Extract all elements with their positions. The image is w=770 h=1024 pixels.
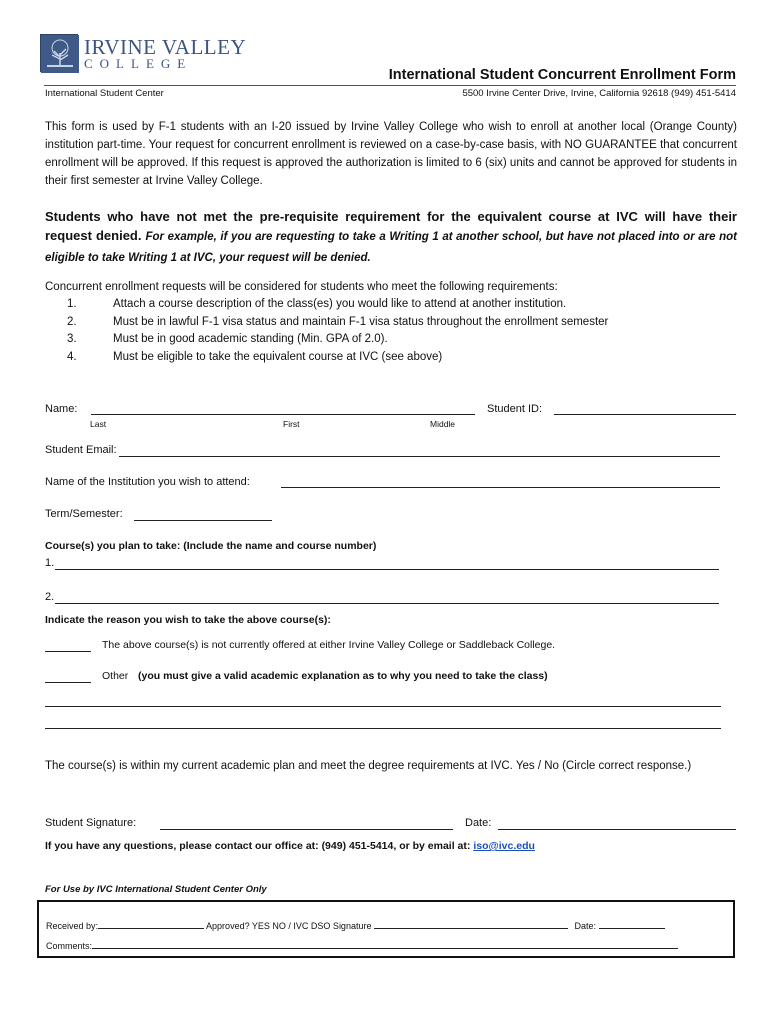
list-number: 4. xyxy=(67,350,77,363)
list-item xyxy=(45,331,737,349)
office-use-title: For Use by IVC International Student Center Only xyxy=(45,884,267,895)
email-field[interactable] xyxy=(119,456,720,457)
office-use-box xyxy=(37,900,735,958)
department-name: International Student Center xyxy=(45,88,164,99)
term-field[interactable] xyxy=(134,520,272,521)
institution-field[interactable] xyxy=(281,487,720,488)
course-2-number: 2. xyxy=(45,591,55,603)
email-label: Student Email: xyxy=(45,444,117,456)
last-name-caption: Last xyxy=(90,419,107,429)
received-by-field[interactable] xyxy=(98,920,204,929)
list-number: 2. xyxy=(67,315,77,328)
list-item xyxy=(45,314,737,332)
prereq-example-text: For example, if you are requesting to take a Writing 1 at another school, but have not placed into or are not eligible to take Writing 1 at IVC, your request will be denied. xyxy=(45,231,737,264)
signature-label: Student Signature: xyxy=(45,817,137,829)
logo-name: IRVINE VALLEY xyxy=(84,35,247,59)
date-label: Date: xyxy=(465,817,492,829)
reason-explanation-line-2[interactable] xyxy=(45,728,721,729)
name-field[interactable] xyxy=(91,414,475,415)
list-item xyxy=(45,296,737,314)
courses-label: Course(s) you plan to take: (Include the name and course number) xyxy=(45,540,377,552)
course-2-field[interactable] xyxy=(55,603,719,604)
list-number: 1. xyxy=(67,298,77,310)
reason-explanation-line-1[interactable] xyxy=(45,706,721,707)
comments-label: Comments: xyxy=(46,941,93,951)
date-field[interactable] xyxy=(498,829,736,830)
college-logo xyxy=(40,34,247,76)
middle-name-caption: Middle xyxy=(430,419,456,429)
academic-plan-statement: The course(s) is within my current academic plan and meet the degree requirements at IVC. Yes / No (Circle correct response.) xyxy=(45,760,692,772)
reason-other-label: Other xyxy=(102,670,129,682)
contact-text: If you have any questions, please contact our office at: (949) 451-5414, or by email at: xyxy=(45,840,471,852)
received-by-label: Received by: xyxy=(46,921,99,931)
office-row-comments xyxy=(46,940,678,951)
list-text: Must be in lawful F-1 visa status and maintain F-1 visa status throughout the enrollment semester xyxy=(113,315,609,328)
contact-info xyxy=(45,840,535,852)
requirements-list xyxy=(45,296,737,366)
intro-paragraph: This form is used by F-1 students with an I-20 issued by Irvine Valley College who wish to enroll at another local (Orange County) institution part-time. Your request for concurrent enrollment is reviewed on a case-by-case basis, with NO GUARANTEE that concurrent enrollment will be approved. If this request is approved the authorization is limited to 6 (six) units and cannot be approved for students in their first semester at Irvine Valley College. xyxy=(45,121,737,187)
reason-other-check[interactable] xyxy=(45,682,91,683)
logo-college: COLLEGE xyxy=(84,56,193,71)
dso-signature-field[interactable] xyxy=(374,920,568,929)
requirements-intro: Concurrent enrollment requests will be considered for students who meet the following requirements: xyxy=(45,281,558,293)
first-name-caption: First xyxy=(283,419,300,429)
term-label: Term/Semester: xyxy=(45,508,123,520)
institution-label: Name of the Institution you wish to attend: xyxy=(45,476,250,488)
office-row-approval xyxy=(46,920,665,931)
course-1-field[interactable] xyxy=(55,569,719,570)
prereq-paragraph xyxy=(45,207,737,268)
name-label: Name: xyxy=(45,403,78,415)
office-date-field[interactable] xyxy=(599,920,665,929)
course-1-number: 1. xyxy=(45,557,55,569)
list-item xyxy=(45,349,737,367)
student-id-field[interactable] xyxy=(554,414,736,415)
office-address: 5500 Irvine Center Drive, Irvine, California 92618 (949) 451-5414 xyxy=(462,88,736,99)
signature-field[interactable] xyxy=(160,829,453,830)
prereq-bold-text: Students who have not met the pre-requisite requirement for the equivalent course at IVC will have their request denied. xyxy=(45,209,737,243)
list-number: 3. xyxy=(67,333,77,345)
comments-field[interactable] xyxy=(92,940,678,949)
form-title: International Student Concurrent Enrollment Form xyxy=(388,67,736,83)
list-text: Attach a course description of the class(es) you would like to attend at another institution. xyxy=(113,298,567,310)
list-text: Must be in good academic standing (Min. GPA of 2.0). xyxy=(113,333,388,345)
student-id-label: Student ID: xyxy=(487,403,543,415)
reason-option-1-check[interactable] xyxy=(45,651,91,652)
reason-label: Indicate the reason you wish to take the above course(s): xyxy=(45,614,331,626)
office-date-label: Date: xyxy=(574,921,597,931)
tree-crest-icon xyxy=(40,34,78,72)
reason-other-note: (you must give a valid academic explanation as to why you need to take the class) xyxy=(138,670,548,682)
header-divider xyxy=(44,85,736,86)
list-text: Must be eligible to take the equivalent course at IVC (see above) xyxy=(113,350,443,363)
approved-label: Approved? YES NO / IVC DSO Signature xyxy=(206,921,372,931)
reason-option-1-text: The above course(s) is not currently offered at either Irvine Valley College or Saddleback College. xyxy=(102,639,556,651)
contact-email-link[interactable]: iso@ivc.edu xyxy=(473,840,535,852)
